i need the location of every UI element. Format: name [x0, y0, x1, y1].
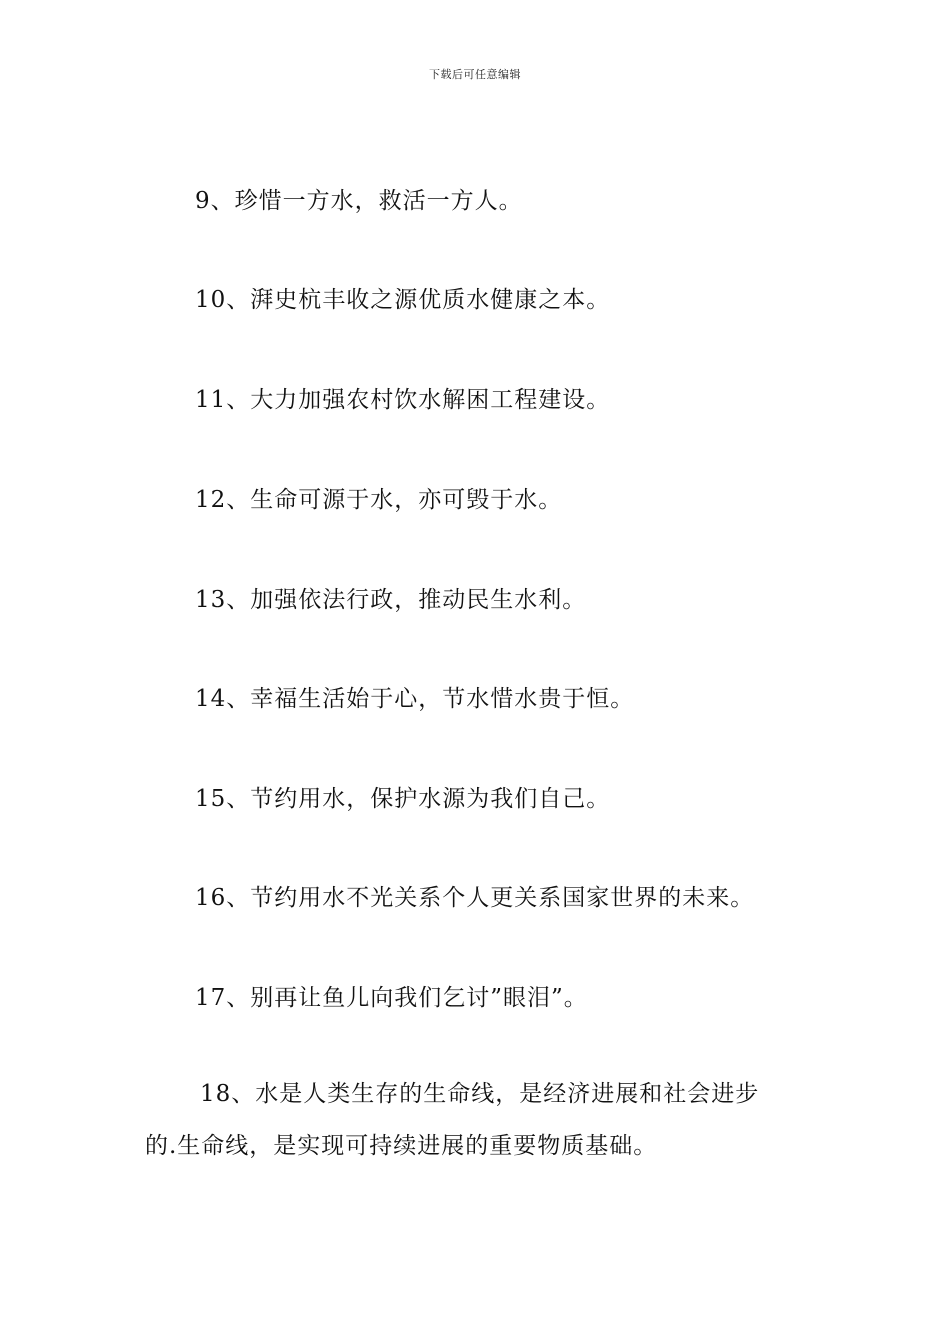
slogan-line: 11、大力加强农村饮水解困工程建设。 — [195, 387, 611, 413]
slogan-line: 14、幸福生活始于心，节水惜水贵于恒。 — [195, 686, 635, 712]
page-header: 下载后可任意编辑 — [429, 68, 521, 81]
closing-paragraph — [145, 1068, 815, 1172]
slogan-line: 15、节约用水，保护水源为我们自己。 — [195, 786, 611, 812]
slogan-line: 17、别再让鱼儿向我们乞讨”眼泪”。 — [195, 985, 588, 1011]
paragraph-line-1: 18、水是人类生存的生命线，是经济进展和社会进步 — [200, 1081, 760, 1107]
slogan-line: 13、加强依法行政，推动民生水利。 — [195, 587, 587, 613]
slogan-line: 10、湃史杭丰收之源优质水健康之本。 — [195, 287, 611, 313]
slogan-line: 9、珍惜一方水，救活一方人。 — [195, 188, 523, 214]
slogan-line: 12、生命可源于水，亦可毁于水。 — [195, 487, 563, 513]
paragraph-line-2: 的.生命线，是实现可持续进展的重要物质基础。 — [145, 1133, 658, 1159]
slogan-line: 16、节约用水不光关系个人更关系国家世界的未来。 — [195, 885, 755, 911]
